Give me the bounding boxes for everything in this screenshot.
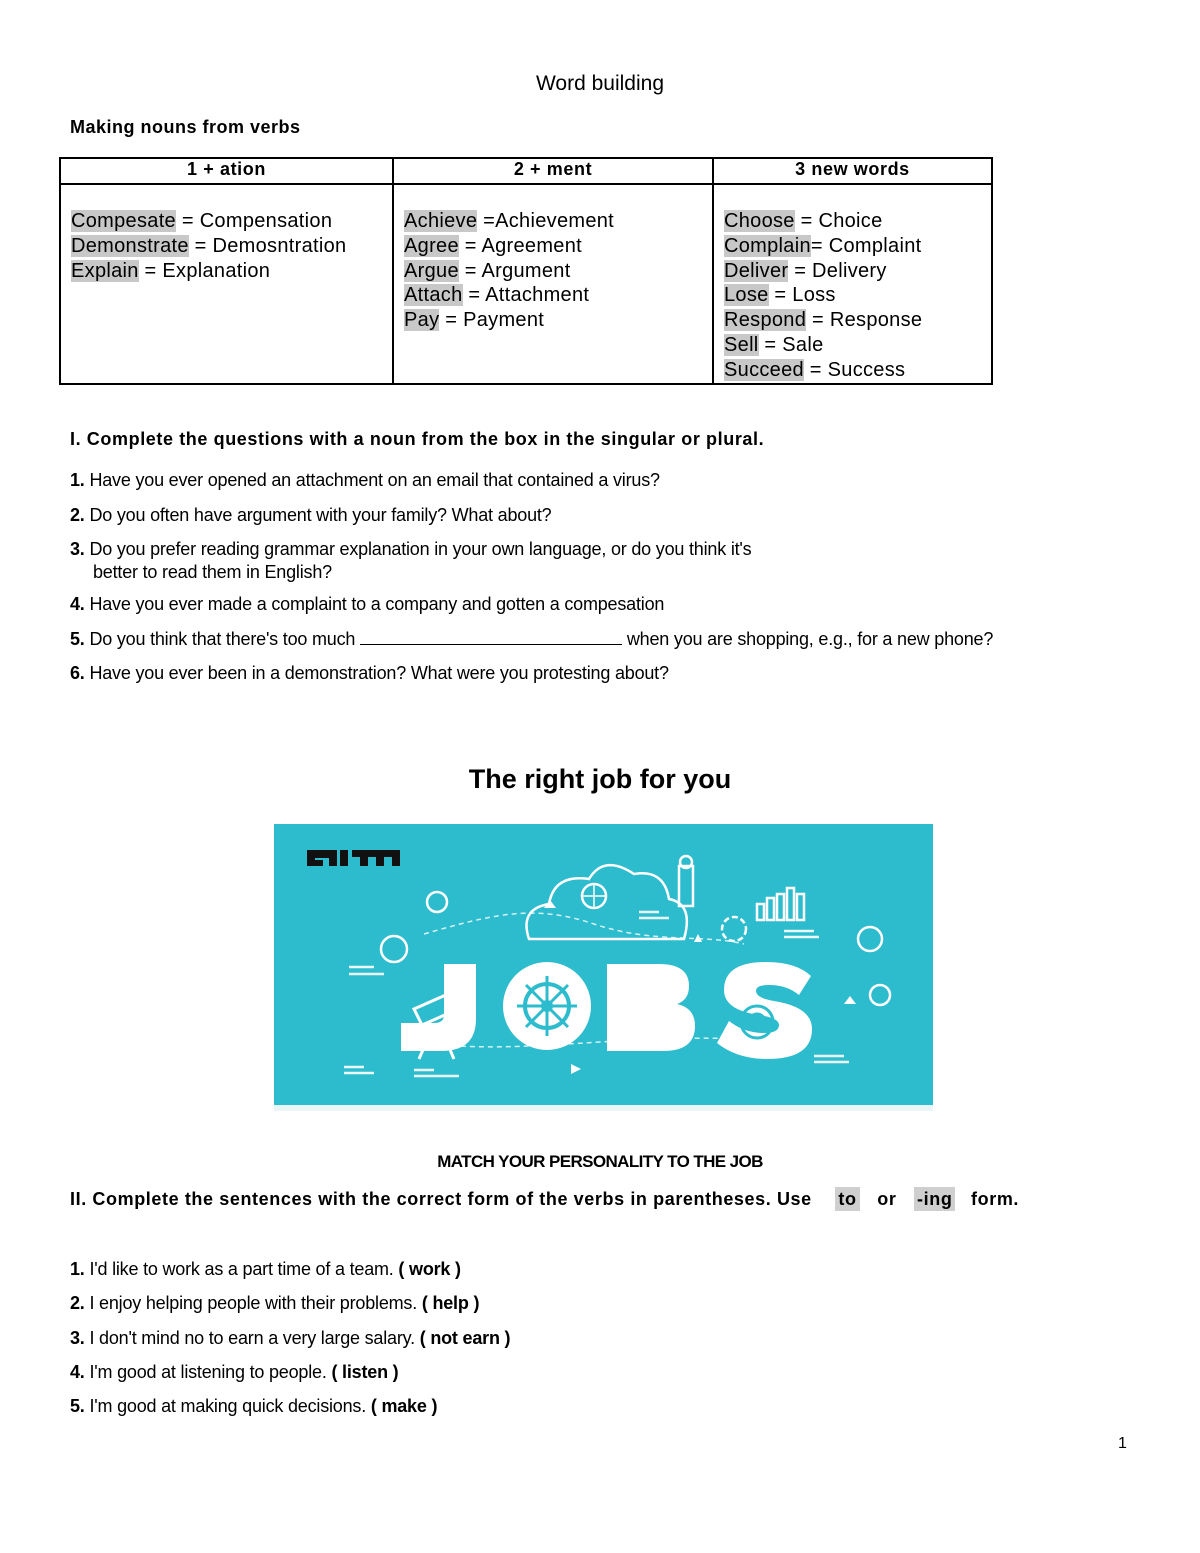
table-subtitle: Making nouns from verbs — [70, 117, 301, 137]
verb: Pay — [404, 309, 440, 332]
word-pair — [724, 259, 991, 284]
new-words-column — [713, 184, 992, 384]
word-pair — [404, 283, 712, 308]
equals-sign: = — [439, 309, 464, 332]
item-verb: ( make ) — [370, 1396, 438, 1416]
equals-sign: = — [768, 284, 793, 307]
equals-sign: = — [175, 210, 200, 232]
equals-sign: = — [810, 234, 829, 257]
table-body-row — [60, 184, 992, 384]
verb: Argue — [404, 259, 459, 282]
item-number: 4. — [70, 1362, 85, 1382]
form-label: form. — [971, 1189, 1020, 1209]
document-title: Word building — [535, 72, 665, 95]
item-text: I'm good at making quick decisions. — [89, 1396, 367, 1416]
verb: Succeed — [724, 358, 804, 381]
verb: Respond — [724, 309, 807, 332]
noun: Success — [827, 358, 906, 381]
equals-sign: = — [788, 259, 813, 282]
word-pair — [71, 259, 392, 284]
noun: Payment — [463, 309, 545, 332]
verb: Choose — [724, 210, 795, 232]
noun: Complaint — [828, 234, 922, 257]
section2-title — [70, 1189, 1019, 1210]
equals-sign: = — [803, 358, 828, 381]
verb: Complain — [724, 234, 811, 257]
word-building-table — [59, 157, 993, 385]
noun: Sale — [782, 333, 824, 356]
item-number: 5. — [70, 1396, 85, 1416]
question-5 — [70, 628, 993, 651]
equals-sign: = — [806, 309, 830, 332]
noun: Demosntration — [212, 234, 347, 257]
page-number: 1 — [1118, 1435, 1127, 1452]
equals-sign: = — [477, 210, 496, 232]
word-pair — [724, 283, 991, 308]
noun: Choice — [818, 210, 883, 232]
noun: Attachment — [485, 284, 590, 307]
match-heading: MATCH YOUR PERSONALITY TO THE JOB — [437, 1152, 763, 1171]
verb: Compesate — [71, 210, 176, 232]
column-header-new-words: 3 new words — [713, 158, 992, 184]
word-pair — [724, 209, 991, 234]
noun: Response — [829, 309, 923, 332]
word-pair — [71, 234, 392, 259]
equals-sign: = — [462, 284, 486, 307]
question-text: Have you ever opened an attachment on an email that contained a virus? — [89, 470, 660, 490]
word-pair — [404, 234, 712, 259]
equals-sign: = — [458, 234, 482, 257]
exercise-item-3 — [70, 1327, 510, 1350]
word-pair — [724, 308, 991, 333]
verb: Attach — [404, 284, 463, 307]
word-pair — [404, 308, 712, 333]
item-text: I'd like to work as a part time of a team. — [89, 1259, 394, 1279]
equals-sign: = — [794, 210, 819, 232]
word-pair — [724, 234, 991, 259]
column-header-ation: 1 + ation — [60, 158, 393, 184]
question-number: 2. — [70, 505, 85, 525]
noun: Loss — [792, 284, 836, 307]
noun: Achievement — [495, 210, 615, 232]
section2-title-text: II. Complete the sentences with the correct form of the verbs in parentheses. Use — [70, 1189, 812, 1209]
ment-column — [393, 184, 713, 384]
answer-blank[interactable] — [360, 630, 622, 645]
question-number: 6. — [70, 663, 85, 683]
jobs-heading: The right job for you — [468, 764, 732, 794]
item-verb: ( work ) — [398, 1259, 461, 1279]
word-pair — [724, 358, 991, 383]
question-text: Do you think that there's too much — [89, 629, 356, 649]
question-number: 3. — [70, 539, 85, 559]
table-header-row — [60, 158, 992, 184]
jobs-banner-image — [274, 824, 933, 1111]
noun: Argument — [481, 259, 571, 282]
noun: Compensation — [199, 210, 333, 232]
equals-sign: = — [188, 234, 213, 257]
question-6 — [70, 662, 669, 685]
item-number: 1. — [70, 1259, 85, 1279]
question-2 — [70, 504, 552, 527]
question-3-continuation: better to read them in English? — [93, 562, 332, 582]
question-text-after: when you are shopping, e.g., for a new phone? — [626, 629, 994, 649]
exercise-item-1 — [70, 1258, 461, 1281]
column-header-ment: 2 + ment — [393, 158, 713, 184]
noun: Agreement — [481, 234, 583, 257]
verb: Lose — [724, 284, 769, 307]
item-verb: ( not earn ) — [419, 1328, 511, 1348]
question-4 — [70, 593, 664, 616]
section1-title: I. Complete the questions with a noun from the box in the singular or plural. — [70, 429, 765, 449]
equals-sign: = — [138, 259, 163, 282]
question-text: Do you prefer reading grammar explanation in your own language, or do you think it's — [89, 539, 752, 559]
question-text: Have you ever made a complaint to a company and gotten a compesation — [89, 594, 665, 614]
jobs-illustration — [274, 824, 933, 1111]
item-verb: ( listen ) — [331, 1362, 399, 1382]
question-text: Have you ever been in a demonstration? What were you protesting about? — [89, 663, 669, 683]
question-number: 4. — [70, 594, 85, 614]
question-1 — [70, 469, 660, 492]
item-text: I'm good at listening to people. — [89, 1362, 327, 1382]
word-pair — [404, 259, 712, 284]
question-3 — [70, 538, 751, 561]
equals-sign: = — [458, 259, 482, 282]
exercise-item-5 — [70, 1395, 437, 1418]
noun: Delivery — [812, 259, 887, 282]
exercise-item-2 — [70, 1292, 479, 1315]
item-text: I don't mind no to earn a very large salary. — [89, 1328, 415, 1348]
verb: Agree — [404, 234, 459, 257]
ation-column — [60, 184, 393, 384]
question-number: 5. — [70, 629, 85, 649]
verb: Deliver — [724, 259, 789, 282]
question-number: 1. — [70, 470, 85, 490]
item-number: 3. — [70, 1328, 85, 1348]
item-verb: ( help ) — [421, 1293, 480, 1313]
noun: Explanation — [162, 259, 271, 282]
word-pair — [71, 209, 392, 234]
question-text: Do you often have argument with your family? What about? — [89, 505, 552, 525]
option-ing: -ing — [914, 1187, 955, 1211]
word-pair — [724, 333, 991, 358]
verb: Sell — [724, 333, 759, 356]
option-or: or — [877, 1189, 897, 1209]
exercise-item-4 — [70, 1361, 398, 1384]
verb: Explain — [71, 259, 139, 282]
equals-sign: = — [758, 333, 783, 356]
verb: Demonstrate — [71, 234, 189, 257]
verb: Achieve — [404, 210, 478, 232]
word-pair — [404, 209, 712, 234]
item-number: 2. — [70, 1293, 85, 1313]
item-text: I enjoy helping people with their problems. — [89, 1293, 418, 1313]
option-to: to — [835, 1187, 859, 1211]
